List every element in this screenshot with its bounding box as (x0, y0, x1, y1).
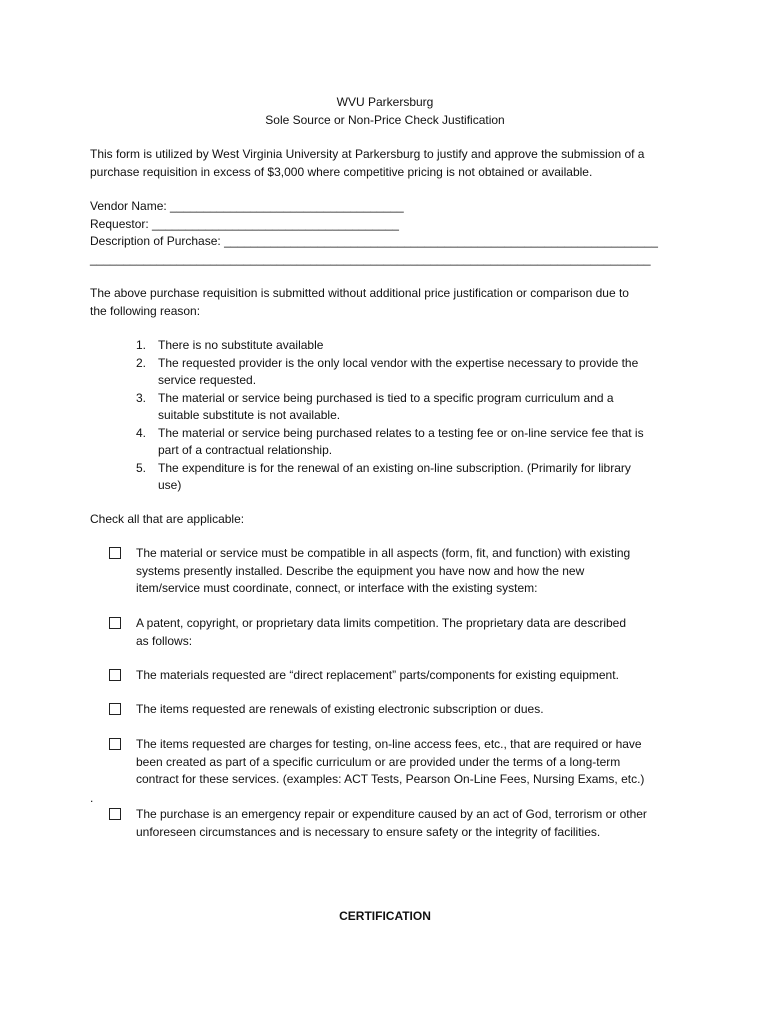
check-line: as follows: (136, 633, 193, 648)
reason-list (136, 337, 681, 495)
check-item-text (136, 736, 682, 789)
checkbox-renewals[interactable] (109, 703, 121, 715)
check-line: The purchase is an emergency repair or expenditure caused by an act of God, terrorism or other (136, 807, 647, 821)
check-item-renewals (108, 701, 682, 719)
check-item-patent (108, 615, 682, 650)
check-item-emergency (108, 806, 682, 841)
reason-item (136, 355, 681, 390)
checkbox-direct-replacement[interactable] (109, 669, 121, 681)
check-item-text (136, 667, 682, 685)
check-heading-text: Check all that are applicable: (90, 512, 245, 526)
vendor-name-field[interactable]: Vendor Name: ___________________________________ (90, 199, 404, 213)
reason-number: 4. (136, 425, 147, 440)
check-item-text (136, 701, 682, 719)
check-line: contract for these services. (examples: ACT Tests, Pearson On-Line Fees, Nursing Exams, etc.) (136, 772, 645, 786)
form-header (0, 94, 770, 129)
checkbox-compatibility[interactable] (109, 547, 121, 559)
institution-title: WVU Parkersburg (336, 95, 434, 109)
check-line: item/service must coordinate, connect, or interface with the existing system: (136, 581, 538, 595)
form-title: Sole Source or Non-Price Check Justification (265, 112, 505, 127)
reason-number: 1. (136, 338, 147, 352)
reason-text: The material or service being purchased is tied to a specific program curriculum and a (158, 390, 614, 405)
reason-text: suitable substitute is not available. (158, 408, 341, 422)
form-fields (90, 198, 682, 269)
check-item-text (136, 615, 682, 650)
reason-item (136, 425, 681, 460)
check-line: The material or service must be compatible in all aspects (form, fit, and function) with existing (136, 546, 631, 560)
check-item-compatibility (108, 545, 682, 598)
check-heading (90, 511, 682, 529)
check-line: systems presently installed. Describe the equipment you have now and how the new (136, 563, 585, 578)
certification-heading: CERTIFICATION (339, 909, 431, 923)
reason-text: There is no substitute available (158, 338, 324, 352)
reason-intro (90, 285, 682, 320)
check-item-testing-fees (108, 736, 682, 789)
reason-number: 2. (136, 355, 147, 370)
stray-mark: . (90, 791, 94, 805)
reason-text: service requested. (158, 373, 257, 387)
checkbox-emergency[interactable] (109, 808, 121, 820)
reason-item (136, 337, 681, 355)
check-line: The materials requested are “direct replacement” parts/components for existing equipment. (136, 668, 619, 682)
checkbox-testing-fees[interactable] (109, 738, 121, 750)
reason-text: The material or service being purchased relates to a testing fee or on-line service fee that is (158, 425, 644, 440)
check-item-text (136, 806, 682, 841)
reason-text: use) (158, 478, 182, 492)
reason-text: part of a contractual relationship. (158, 443, 333, 457)
check-line: unforeseen circumstances and is necessary to ensure safety or the integrity of facilities. (136, 824, 601, 839)
intro-paragraph (90, 146, 682, 181)
intro-line: This form is utilized by West Virginia University at Parkersburg to justify and approve the submission of a (90, 147, 645, 161)
check-line: A patent, copyright, or proprietary data limits competition. The proprietary data are described (136, 616, 627, 630)
check-line: The items requested are charges for testing, on-line access fees, etc., that are required or have (136, 737, 642, 751)
check-line: The items requested are renewals of existing electronic subscription or dues. (136, 702, 544, 716)
requestor-field[interactable]: Requestor: _____________________________________ (90, 216, 399, 231)
reason-number: 5. (136, 460, 147, 475)
description-field[interactable]: Description of Purchase: _________________________________________________________________ (90, 234, 658, 248)
checkbox-patent[interactable] (109, 617, 121, 629)
description-field-continued[interactable]: ____________________________________________________________________________________ (90, 252, 651, 266)
check-item-text (136, 545, 682, 598)
check-line: been created as part of a specific curriculum or are provided under the terms of a long-term (136, 754, 621, 769)
reason-intro-line: The above purchase requisition is submitted without additional price justification or comparison due to (90, 286, 629, 300)
reason-item (136, 390, 681, 425)
intro-line: purchase requisition in excess of $3,000 where competitive pricing is not obtained or available. (90, 164, 593, 179)
reason-number: 3. (136, 390, 147, 405)
reason-text: The expenditure is for the renewal of an existing on-line subscription. (Primarily for library (158, 460, 631, 475)
check-item-direct-replacement (108, 667, 682, 685)
reason-intro-line: the following reason: (90, 303, 201, 318)
reason-text: The requested provider is the only local vendor with the expertise necessary to provide the (158, 355, 639, 370)
reason-item (136, 460, 681, 495)
